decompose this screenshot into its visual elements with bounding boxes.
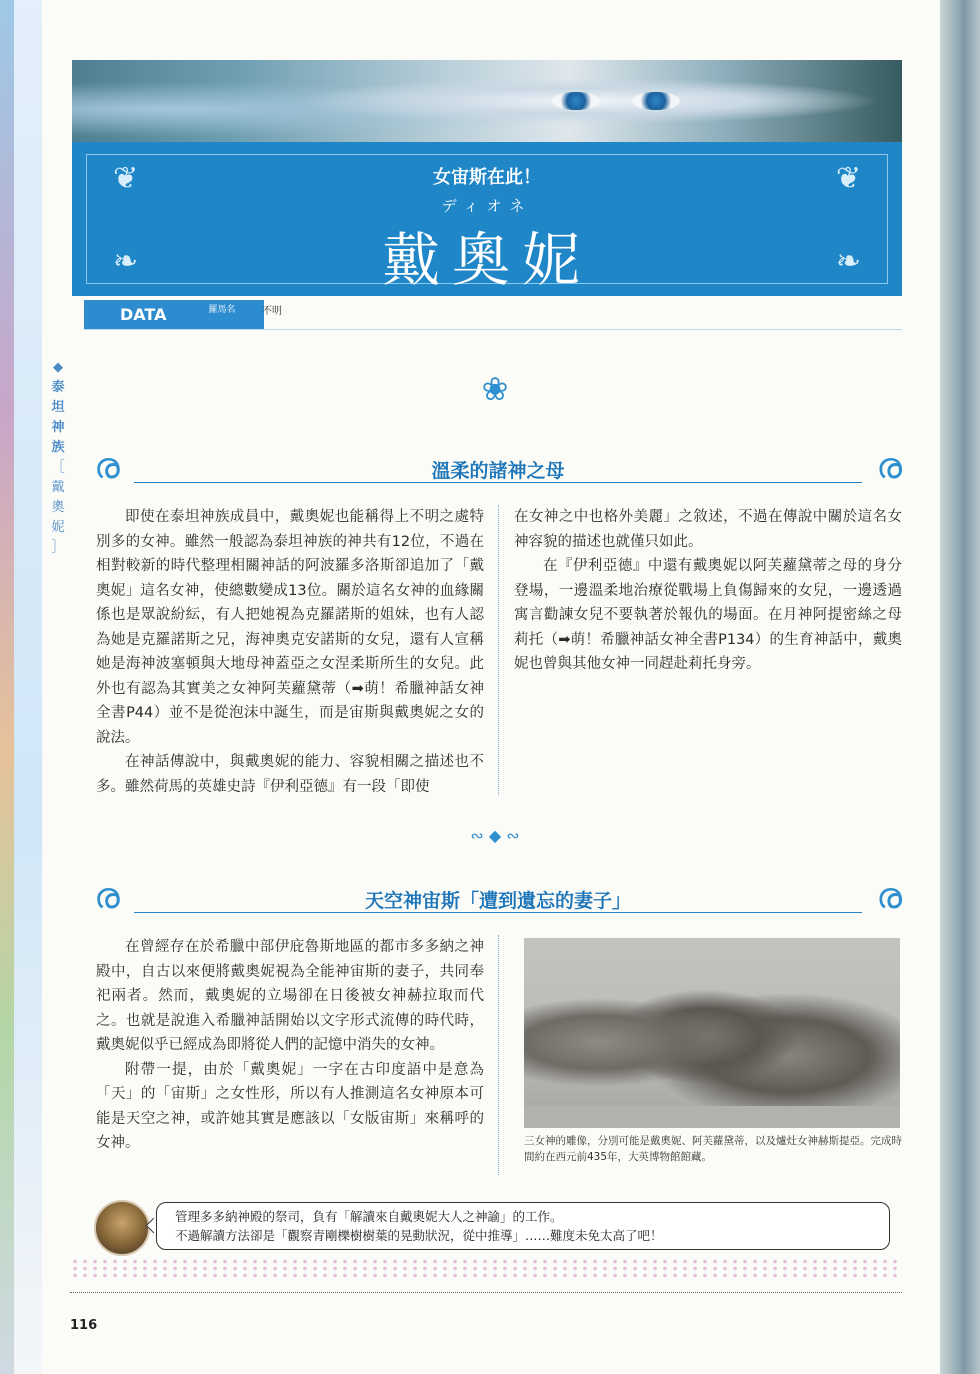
flower-ornament-icon: ❀ xyxy=(481,370,509,408)
title-frame xyxy=(86,154,888,294)
side-category-char: 坦 xyxy=(51,400,65,415)
swirl-ornament-icon: ❧ xyxy=(113,244,139,279)
side-category-char: 神 xyxy=(51,420,65,435)
section-title: 溫柔的諸神之母 xyxy=(431,460,565,482)
side-name-char: 奧 xyxy=(51,500,65,515)
body-paragraph: 在『伊利亞德』中還有戴奧妮以阿芙蘿黛蒂之母的身分登場，一邊溫柔地治療從戰場上負傷歸來的女兒，一邊透過寓言勸諫女兒不要執著於報仇的場面。在月神阿提密絲之母莉托（➡萌！希臘神話女神全書P134）的生育神話中，戴奧妮也曾與其他女神一同趕赴莉托身旁。 xyxy=(514,558,902,672)
statue-photo xyxy=(524,938,900,1128)
swirl-ornament-icon: ❦ xyxy=(835,161,861,196)
photo-caption: 三女神的雕像，分別可能是戴奧妮、阿芙蘿黛蒂，以及爐灶女神赫斯提亞。完成時間約在西元前435年，大英博物館館藏。 xyxy=(524,1135,902,1163)
diamond-icon: ∾ ◆ ∾ xyxy=(470,826,520,845)
text-column-left xyxy=(96,505,484,799)
illustration-eye xyxy=(552,92,600,110)
side-category-char: 泰 xyxy=(51,380,65,395)
dotted-band xyxy=(70,1258,902,1278)
body-paragraph: 即使在泰坦神族成員中，戴奧妮也能稱得上不明之處特別多的女神。雖然一般認為泰坦神族的神共有12位，不過在相對較新的時代整理相關神話的阿波羅多洛斯卻追加了「戴奧妮」這名女神，使總數變成13位。關於這名女神的血緣關係也是眾說紛紜，有人把她視為克羅諾斯的姐妹，也有人認為她是克羅諾斯之兄，海神奧克安諾斯的女兒，還有人宣稱她是海神波塞頓與大地母神蓋亞之女涅柔斯所生的女兒。此外也有認為其實美之女神阿芙蘿黛蒂（➡萌！希臘神話女神全書P44）並不是從泡沫中誕生，而是宙斯與戴奧妮之女的說法。 xyxy=(96,509,484,746)
swirl-ornament-icon: ര xyxy=(876,446,902,487)
speech-bubble xyxy=(156,1202,890,1250)
data-row xyxy=(72,300,902,330)
data-underline xyxy=(84,329,902,330)
swirl-ornament-icon: ര xyxy=(94,446,120,487)
side-diamond-icon: ◆ xyxy=(53,360,63,375)
side-bracket: ］ xyxy=(51,540,65,555)
body-paragraph: 在神話傳說中，與戴奧妮的能力、容貌相關之描述也不多。雖然荷馬的英雄史詩『伊利亞德』有一段「即使 xyxy=(96,754,484,795)
page-number: 116 xyxy=(70,1318,98,1333)
column-divider xyxy=(498,935,499,1175)
side-name-char: 戴 xyxy=(51,480,65,495)
page-side-color xyxy=(0,0,14,1374)
section-title: 天空神宙斯「遭到遺忘的妻子」 xyxy=(364,890,631,912)
statue-plinth xyxy=(524,1106,900,1128)
section-heading xyxy=(94,876,902,924)
page-title: 戴奧妮 xyxy=(381,226,592,294)
text-column-left xyxy=(96,935,484,1156)
title-ruby: ディオネ xyxy=(441,197,533,215)
data-value-roman-name: 不明 xyxy=(262,306,282,317)
data-key-roman-name: 羅馬名 xyxy=(196,303,248,317)
swirl-ornament-icon: ര xyxy=(876,876,902,917)
illustration-eye xyxy=(632,92,680,110)
body-paragraph: 在女神之中也格外美麗」之敘述，不過在傳說中關於這名女神容貌的描述也就僅只如此。 xyxy=(514,509,902,550)
side-category-char: 族 xyxy=(51,440,65,455)
swirl-ornament-icon: ❧ xyxy=(835,244,861,279)
swirl-ornament-icon: ര xyxy=(94,876,120,917)
body-paragraph: 在曾經存在於希臘中部伊庇魯斯地區的都市多多納之神殿中，自古以來便將戴奧妮視為全能神宙斯的妻子，共同奉祀兩者。然而，戴奧妮的立場卻在日後被女神赫拉取而代之。也就是說進入希臘神話開始以文字形式流傳的時代時，戴奧妮似乎已經成為即將從人們的記憶中消失的女神。 xyxy=(96,939,484,1053)
speech-bubble-text xyxy=(175,1207,663,1245)
side-name-char: 妮 xyxy=(51,520,65,535)
data-tag: DATA xyxy=(84,300,264,330)
side-index-label xyxy=(44,358,72,558)
mascot-avatar xyxy=(94,1200,150,1256)
side-bracket: ［ xyxy=(51,460,65,475)
bubble-line: 不過解讀方法卻是「觀察青剛櫟樹樹葉的晃動狀況，從中推導」……難度未免太高了吧！ xyxy=(175,1228,663,1243)
bubble-line: 管理多多納神殿的祭司，負有「解讀來自戴奧妮大人之神諭」的工作。 xyxy=(175,1209,563,1224)
section-heading xyxy=(94,446,902,494)
footer-rule xyxy=(70,1292,902,1293)
page-edge xyxy=(940,0,980,1374)
swirl-ornament-icon: ❦ xyxy=(113,161,139,196)
side-strip xyxy=(14,0,42,1374)
title-panel xyxy=(72,142,902,296)
text-column-right xyxy=(514,505,902,677)
column-divider xyxy=(498,505,499,795)
title-eyebrow: 女宙斯在此！ xyxy=(433,167,541,188)
body-paragraph: 附帶一提，由於「戴奧妮」一字在古印度語中是意為「天」的「宙斯」之女性形，所以有人推測這名女神原本可能是天空之神，或許她其實是應該以「女版宙斯」來稱呼的女神。 xyxy=(96,1061,484,1151)
header-illustration xyxy=(72,60,902,142)
